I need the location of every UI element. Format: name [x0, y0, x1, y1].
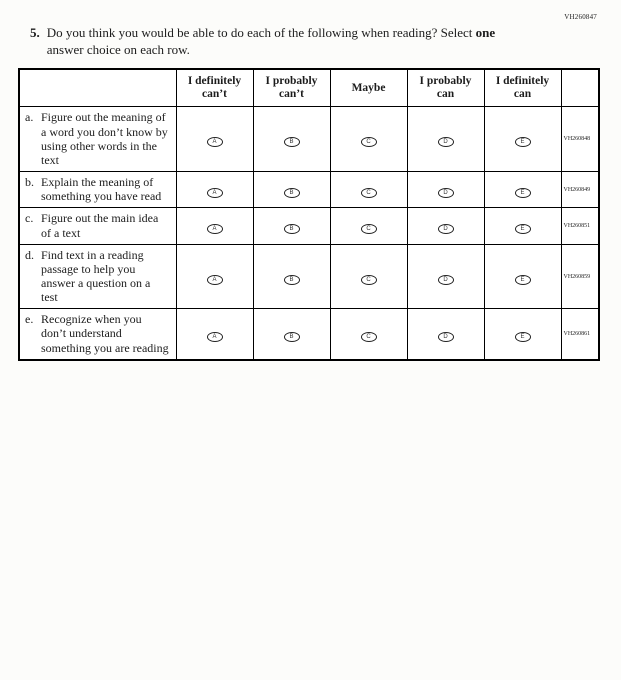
question-text — [47, 25, 559, 59]
answer-cell-c2 — [253, 208, 330, 244]
bubble-letter: E — [520, 226, 525, 233]
bubble-letter: C — [366, 226, 371, 233]
column-header-definitely-can: I definitely can — [484, 69, 561, 107]
bubble-letter: E — [520, 139, 525, 146]
answer-cell-e5 — [484, 309, 561, 360]
bubble-letter: D — [443, 334, 448, 341]
bubble-letter: C — [366, 139, 371, 146]
bubble-letter: A — [212, 189, 217, 196]
table-row-d — [19, 244, 599, 309]
table-row-e — [19, 309, 599, 360]
answer-bubble[interactable] — [284, 275, 300, 285]
answer-cell-e4 — [407, 309, 484, 360]
row-text: Find text in a reading passage to help you answer a question on a test — [41, 247, 151, 305]
bubble-letter: D — [443, 139, 448, 146]
answer-cell-a3 — [330, 107, 407, 172]
row-label-a — [19, 107, 176, 172]
answer-bubble[interactable] — [361, 137, 377, 147]
answer-bubble[interactable] — [284, 224, 300, 234]
answer-bubble[interactable] — [361, 332, 377, 342]
page-accession-code: VH260847 — [564, 13, 597, 21]
bubble-letter: C — [366, 189, 371, 196]
row-code: VH260859 — [561, 244, 599, 309]
row-letter: d. — [25, 247, 34, 262]
row-letter: e. — [25, 312, 34, 327]
table-row-b — [19, 172, 599, 208]
answer-bubble[interactable] — [515, 332, 531, 342]
bubble-letter: A — [212, 276, 217, 283]
answer-bubble[interactable] — [515, 137, 531, 147]
answer-cell-a2 — [253, 107, 330, 172]
answer-bubble[interactable] — [207, 188, 223, 198]
row-letter: b. — [25, 175, 34, 190]
answer-cell-a5 — [484, 107, 561, 172]
bubble-letter: E — [520, 276, 525, 283]
answer-cell-c3 — [330, 208, 407, 244]
table-row-c — [19, 208, 599, 244]
answer-bubble[interactable] — [361, 224, 377, 234]
bubble-letter: A — [212, 139, 217, 146]
header-row — [19, 69, 599, 107]
question-text-part1: Do you think you would be able to do each of the following when reading? Select — [46, 25, 476, 40]
answer-bubble[interactable] — [438, 137, 454, 147]
answer-cell-c4 — [407, 208, 484, 244]
bubble-letter: B — [289, 189, 294, 196]
answer-bubble[interactable] — [515, 188, 531, 198]
bubble-letter: B — [289, 334, 294, 341]
answer-cell-c5 — [484, 208, 561, 244]
header-empty-cell — [19, 69, 176, 107]
row-text: Figure out the main idea of a text — [41, 211, 159, 240]
answer-cell-b4 — [407, 172, 484, 208]
bubble-letter: B — [289, 139, 294, 146]
row-letter: c. — [25, 211, 34, 226]
row-text: Figure out the meaning of a word you don’t know by using other words in the text — [41, 110, 168, 167]
answer-cell-d5 — [484, 244, 561, 309]
answer-cell-b3 — [330, 172, 407, 208]
answer-bubble[interactable] — [438, 275, 454, 285]
question-number: 5. — [30, 25, 40, 40]
row-label-c — [19, 208, 176, 244]
row-label-b — [19, 172, 176, 208]
column-header-probably-cant: I probably can’t — [253, 69, 330, 107]
question-bold-word: one — [475, 25, 496, 40]
answer-cell-e3 — [330, 309, 407, 360]
answer-cell-d2 — [253, 244, 330, 309]
header-code-cell — [561, 69, 599, 107]
question-text-part2: answer choice on each row. — [46, 41, 190, 57]
answer-cell-d3 — [330, 244, 407, 309]
answer-bubble[interactable] — [361, 275, 377, 285]
answer-bubble[interactable] — [515, 224, 531, 234]
row-code: VH260861 — [561, 309, 599, 360]
bubble-letter: E — [520, 189, 525, 196]
bubble-letter: D — [443, 189, 448, 196]
answer-bubble[interactable] — [207, 332, 223, 342]
answer-bubble[interactable] — [438, 224, 454, 234]
answer-bubble[interactable] — [284, 188, 300, 198]
row-code: VH260851 — [561, 208, 599, 244]
answer-cell-a4 — [407, 107, 484, 172]
bubble-letter: D — [443, 226, 448, 233]
answer-bubble[interactable] — [207, 224, 223, 234]
answer-cell-b2 — [253, 172, 330, 208]
answer-bubble[interactable] — [284, 137, 300, 147]
bubble-letter: A — [212, 226, 217, 233]
survey-response-table — [18, 68, 600, 361]
column-header-probably-can: I probably can — [407, 69, 484, 107]
row-text: Explain the meaning of something you have read — [41, 175, 162, 204]
answer-cell-c1 — [176, 208, 253, 244]
bubble-letter: E — [520, 334, 525, 341]
answer-cell-a1 — [176, 107, 253, 172]
bubble-letter: C — [366, 276, 371, 283]
bubble-letter: A — [212, 334, 217, 341]
row-text: Recognize when you don’t understand something you are reading — [41, 312, 169, 355]
bubble-letter: C — [366, 334, 371, 341]
answer-bubble[interactable] — [207, 275, 223, 285]
table-row-a — [19, 107, 599, 172]
answer-bubble[interactable] — [361, 188, 377, 198]
row-code: VH260849 — [561, 172, 599, 208]
answer-bubble[interactable] — [284, 332, 300, 342]
answer-bubble[interactable] — [515, 275, 531, 285]
row-letter: a. — [25, 110, 34, 125]
answer-bubble[interactable] — [207, 137, 223, 147]
answer-cell-d1 — [176, 244, 253, 309]
answer-bubble[interactable] — [438, 188, 454, 198]
column-header-maybe: Maybe — [330, 69, 407, 107]
row-label-e — [19, 309, 176, 360]
answer-cell-b5 — [484, 172, 561, 208]
answer-cell-e2 — [253, 309, 330, 360]
answer-cell-e1 — [176, 309, 253, 360]
answer-cell-b1 — [176, 172, 253, 208]
bubble-letter: B — [289, 226, 294, 233]
column-header-definitely-cant: I definitely can’t — [176, 69, 253, 107]
bubble-letter: B — [289, 276, 294, 283]
row-code: VH260848 — [561, 107, 599, 172]
question-block — [30, 25, 559, 59]
row-label-d — [19, 244, 176, 309]
answer-bubble[interactable] — [438, 332, 454, 342]
bubble-letter: D — [443, 276, 448, 283]
answer-cell-d4 — [407, 244, 484, 309]
